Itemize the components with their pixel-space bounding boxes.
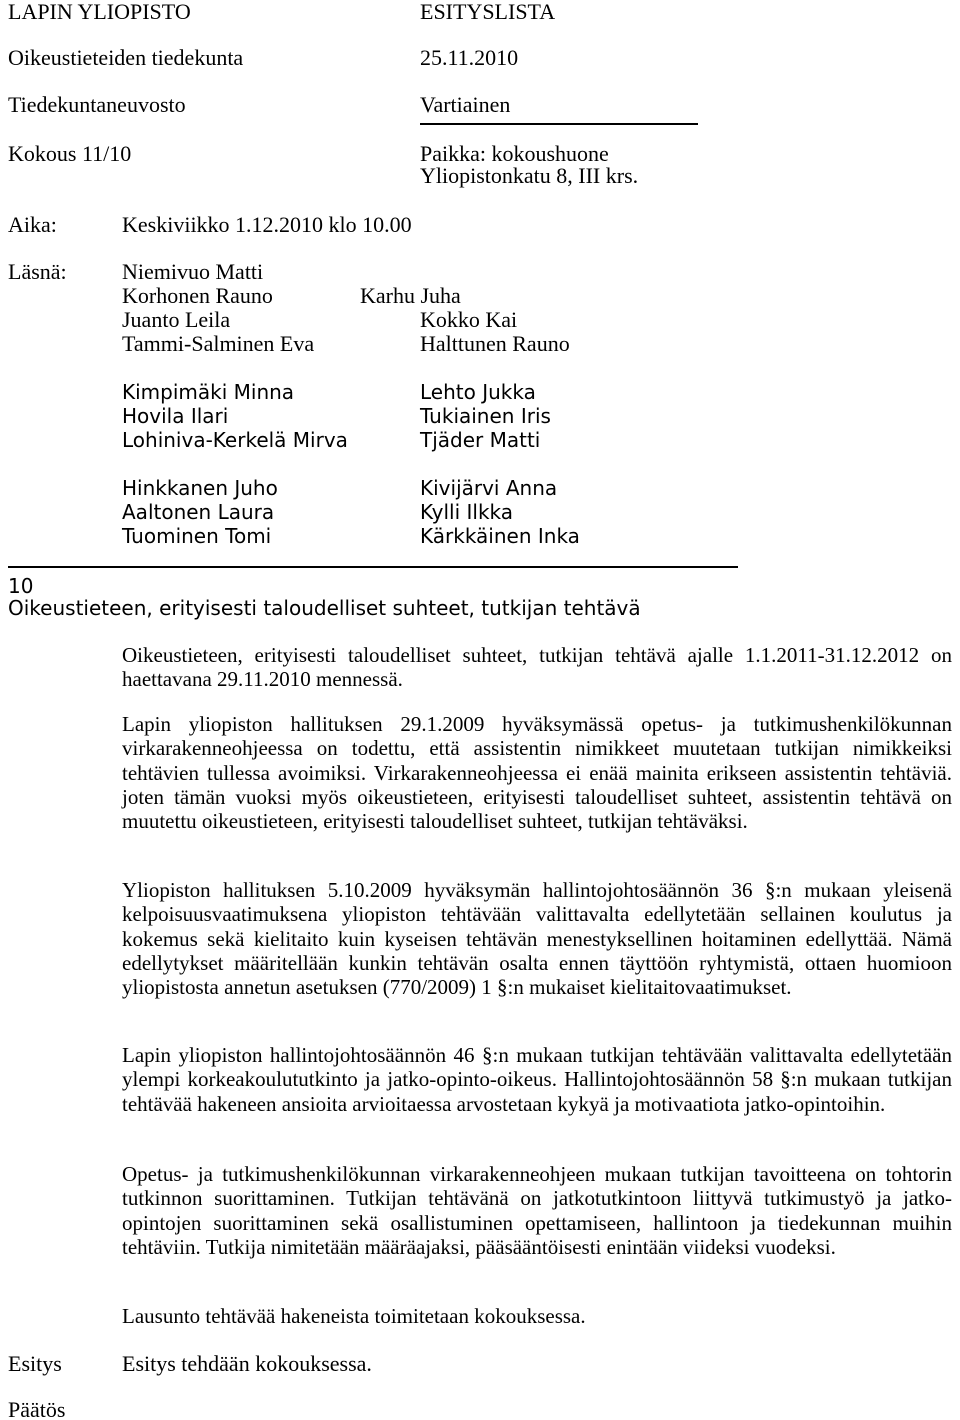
paragraph-job-structure: Lapin yliopiston hallituksen 29.1.2009 hyväksymässä opetus- ja tutkimushenkilökunnan virkarakenneohjeessa on todettu, että assistentin nimikkeet muutetaan tutkijan nimikkeiksi tehtävien tullessa avoimiksi. Virkarakenneohjeessa ei enää mainita erikseen assistentin tehtäviä. joten tämän vuoksi myös oikeustieteen, erityisesti taloudelliset suhteet, assistentin tehtävä on muutettu oikeustieteen, erityisesti taloudelliset suhteet, tutkijan tehtäväksi.	[122, 712, 952, 834]
chair-name: Niemivuo Matti	[122, 259, 264, 284]
attendee-name: Lohiniva-Kerkelä Mirva	[122, 428, 348, 452]
item-number: 10	[8, 574, 34, 598]
meeting-time: Keskiviikko 1.12.2010 klo 10.00	[122, 212, 412, 237]
clerk-name: Vartiainen	[420, 92, 511, 117]
attendee-name: Kokko Kai	[420, 307, 518, 332]
paragraph-qualifications: Yliopiston hallituksen 5.10.2009 hyväksymän hallintojohtosäännön 36 §:n mukaan yleisenä kelpoisuusvaatimuksena yliopiston tehtävään valittavalta edellytetään sellainen koulutus ja kokemus sekä kielitaito kuin kyseisen tehtävän menestyksellinen hoitaminen edellyttää. Nämä edellytykset määritellään kunkin tehtävän osalta ennen täyttöön ryhtymistä, ottaen huomioon yliopistosta annetun asetuksen (770/2009) 1 §:n mukaiset kielitaitovaatimukset.	[122, 878, 952, 1000]
council-name: Tiedekuntaneuvosto	[8, 92, 186, 117]
attendee-name: Tammi-Salminen Eva	[122, 331, 315, 356]
paragraph-duties: Opetus- ja tutkimushenkilökunnan virkarakenneohjeen mukaan tutkijan tavoitteena on tohtorin tutkinnon suorittaminen. Tutkijan tehtävänä on jatkotutkintoon liittyvä tutkimustyö ja jatko-opintojen suorittaminen sekä osallistuminen opettamiseen, hallintoon ja tiedekunnan muihin tehtäviin. Tutkija nimitetään määräajaksi, pääsääntöisesti enintään viideksi vuodeksi.	[122, 1162, 952, 1259]
attendee-name: Korhonen Rauno	[122, 283, 273, 308]
attendee-name: Juanto Leila	[122, 307, 231, 332]
attendee-name: Lehto Jukka	[420, 380, 536, 404]
document-date: 25.11.2010	[420, 45, 519, 70]
header-divider	[420, 123, 698, 125]
attendee-name: Kimpimäki Minna	[122, 380, 295, 404]
attendee-name: Hinkkanen Juho	[122, 476, 278, 500]
faculty-name: Oikeustieteiden tiedekunta	[8, 45, 244, 70]
attendee-name: Kärkkäinen Inka	[420, 524, 580, 548]
item-title: Oikeustieteen, erityisesti taloudelliset suhteet, tutkijan tehtävä	[8, 596, 641, 620]
time-label: Aika:	[8, 212, 57, 237]
attendee-name: Tjäder Matti	[420, 428, 541, 452]
attendee-name: Halttunen Rauno	[420, 331, 570, 356]
paragraph-statement: Lausunto tehtävää hakeneista toimitetaan kokouksessa.	[122, 1304, 586, 1328]
attendee-name: Kivijärvi Anna	[420, 476, 558, 500]
attendee-name: Hovila Ilari	[122, 404, 229, 428]
meeting-number: Kokous 11/10	[8, 141, 132, 166]
present-label: Läsnä:	[8, 259, 67, 284]
attendee-name: Tukiainen Iris	[420, 404, 551, 428]
proposal-text: Esitys tehdään kokouksessa.	[122, 1351, 372, 1376]
paragraph-application-period: Oikeustieteen, erityisesti taloudelliset suhteet, tutkijan tehtävä ajalle 1.1.2011-31.12.2012 on haettavana 29.11.2010 mennessä.	[122, 643, 952, 692]
attendee-name: Tuominen Tomi	[122, 524, 272, 548]
attendee-name: Kylli Ilkka	[420, 500, 514, 524]
paragraph-requirements: Lapin yliopiston hallintojohtosäännön 46 §:n mukaan tutkijan tehtävään valittavalta edellytetään ylempi korkeakoulututkinto ja jatko-opinto-oikeus. Hallintojohtosäännön 58 §:n mukaan tutkijan tehtävää hakeneen ansioita arvioitaessa arvostetaan kykyä ja motivaatiota jatko-opintoihin.	[122, 1043, 952, 1116]
section-divider	[8, 566, 738, 568]
meeting-place-line1: Paikka: kokoushuone	[420, 141, 609, 166]
meeting-place-line2: Yliopistonkatu 8, III krs.	[420, 163, 639, 188]
attendee-name: Aaltonen Laura	[122, 500, 275, 524]
attendee-name: Karhu Juha	[360, 283, 461, 308]
proposal-label: Esitys	[8, 1351, 62, 1376]
document-type: ESITYSLISTA	[420, 0, 556, 24]
university-name: LAPIN YLIOPISTO	[8, 0, 191, 24]
decision-label: Päätös	[8, 1397, 66, 1420]
